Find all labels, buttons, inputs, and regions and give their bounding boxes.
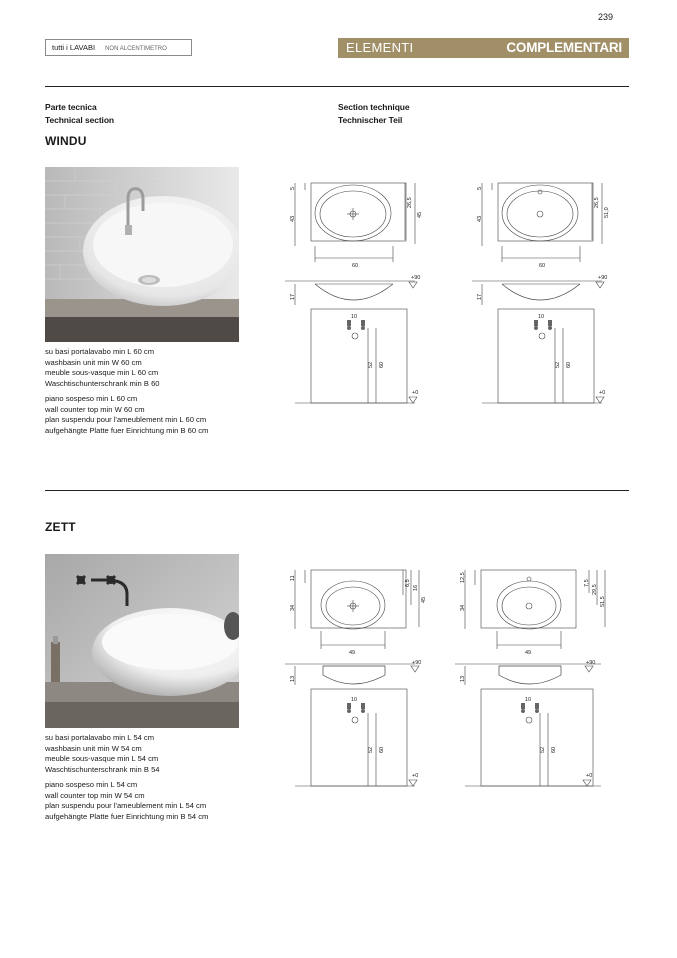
dim-depth: 34: [290, 604, 296, 611]
section-label-left: [45, 101, 114, 127]
note-line: washbasin unit min W 60 cm: [45, 357, 142, 367]
note-line: wall counter top min W 54 cm: [45, 790, 145, 800]
note-line: piano sospeso min L 54 cm: [45, 780, 138, 789]
section-label-fr: Section technique: [338, 102, 410, 112]
counter-notes: [45, 394, 208, 436]
dim-width: 49: [525, 650, 532, 656]
product-notes: [45, 733, 208, 822]
dim-top: 12,5: [460, 572, 466, 583]
dim-pipe-a: 52: [368, 746, 374, 753]
product-photo-zett: [45, 554, 239, 728]
dim-height: 13: [290, 675, 296, 682]
dim-pipe-b: 60: [379, 746, 385, 753]
level-top: +90: [598, 275, 608, 281]
dim-right: 45: [421, 596, 427, 603]
note-line: plan suspendu pour l'ameublement min L 54 cm: [45, 801, 207, 810]
dim-width: 60: [539, 263, 546, 269]
basin-notes: [45, 733, 208, 775]
section-divider: [45, 490, 629, 491]
dim-tap: 10: [538, 314, 545, 320]
dim-top-2: 7,5: [584, 579, 590, 587]
category-label: tutti i LAVABI: [52, 43, 96, 52]
dim-height: 17: [477, 293, 483, 300]
note-line: aufgehängte Platte fuer Einrichtung min B 60 cm: [45, 425, 209, 435]
dim-pipe-a: 52: [368, 361, 374, 368]
section-label-de: Technischer Teil: [338, 115, 403, 125]
dim-right: 51,0: [604, 207, 610, 218]
section-label-it: Parte tecnica: [45, 102, 97, 112]
level-bottom: +0: [412, 773, 419, 779]
note-line: plan suspendu pour l'ameublement min L 60 cm: [45, 415, 207, 424]
product-notes: [45, 347, 208, 436]
level-top: +90: [412, 660, 422, 666]
dim-right: 51,5: [600, 596, 606, 607]
level-bottom: +0: [599, 390, 606, 396]
dim-width: 49: [349, 650, 356, 656]
level-bottom: +0: [586, 773, 593, 779]
note-line: wall counter top min W 60 cm: [45, 404, 145, 414]
note-line: meuble sous-vasque min L 54 cm: [45, 754, 159, 763]
dim-width: 60: [352, 263, 359, 269]
product-photo-windu: [45, 167, 239, 342]
dim-depth: 34: [460, 604, 466, 611]
dim-pipe-b: 60: [551, 746, 557, 753]
subcategory-label: NON ALCENTIMETRO: [105, 46, 167, 52]
note-line: su basi portalavabo min L 60 cm: [45, 347, 155, 356]
section-label-right: [338, 101, 410, 127]
dim-top-2: 6,5: [405, 579, 411, 587]
zett-drawing-1: [285, 565, 430, 795]
dim-tap: 10: [351, 697, 358, 703]
zett-drawing-2: [455, 565, 615, 795]
dim-inner: 26,5: [407, 197, 413, 208]
basin-notes: [45, 347, 208, 389]
dim-top: 5: [290, 186, 296, 190]
dim-depth: 43: [477, 215, 483, 222]
top-divider: [45, 86, 629, 87]
level-bottom: +0: [412, 390, 419, 396]
page-number: 239: [598, 12, 614, 22]
note-line: Waschtischunterschrank min B 60: [45, 378, 160, 388]
section-banner: [338, 38, 629, 58]
dim-tap: 10: [351, 314, 358, 320]
dim-pipe-b: 60: [379, 361, 385, 368]
banner-left-text: ELEMENTI: [346, 40, 414, 55]
counter-notes: [45, 780, 208, 822]
dim-height: 17: [290, 293, 296, 300]
section-label-en: Technical section: [45, 115, 114, 125]
product-title: WINDU: [45, 134, 87, 148]
category-tag: [45, 39, 192, 56]
dim-depth: 43: [290, 215, 296, 222]
note-line: Waschtischunterschrank min B 54: [45, 764, 160, 774]
dim-inner: 16: [413, 584, 419, 591]
dim-top: 11: [290, 575, 296, 581]
note-line: su basi portalavabo min L 54 cm: [45, 733, 155, 742]
dim-right: 45: [417, 211, 423, 218]
windu-drawing-2: [472, 178, 617, 408]
dim-pipe-a: 52: [540, 746, 546, 753]
dim-pipe-a: 52: [555, 361, 561, 368]
banner-right-text: COMPLEMENTARI: [506, 40, 622, 55]
note-line: meuble sous-vasque min L 60 cm: [45, 368, 159, 377]
product-title: ZETT: [45, 520, 76, 534]
level-top: +90: [411, 275, 421, 281]
windu-drawing-1: [285, 178, 430, 408]
note-line: aufgehängte Platte fuer Einrichtung min B 54 cm: [45, 811, 209, 821]
dim-height: 13: [460, 675, 466, 682]
level-top: +90: [586, 660, 596, 666]
note-line: washbasin unit min W 54 cm: [45, 743, 142, 753]
note-line: piano sospeso min L 60 cm: [45, 394, 138, 403]
dim-top: 5: [477, 186, 483, 190]
dim-tap: 10: [525, 697, 532, 703]
dim-pipe-b: 60: [566, 361, 572, 368]
dim-inner: 26,5: [594, 197, 600, 208]
dim-inner: 29,5: [592, 584, 598, 595]
